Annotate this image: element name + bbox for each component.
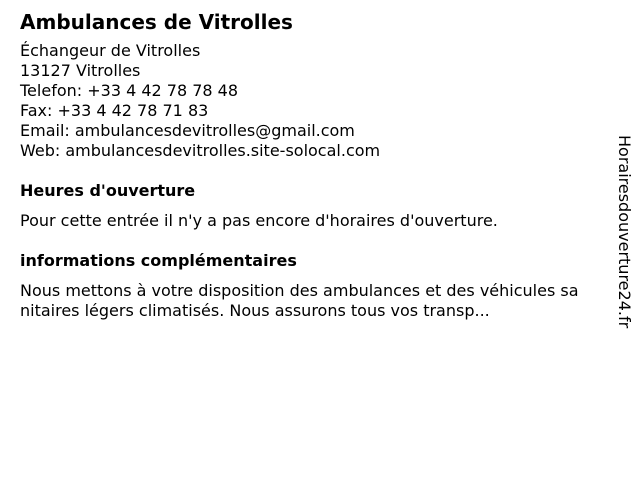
- business-card: [20, 10, 590, 321]
- website-address: Web: ambulancesdevitrolles.site-solocal.com: [20, 141, 381, 160]
- address-city: 13127 Vitrolles: [20, 61, 141, 80]
- business-name: Ambulances de Vitrolles: [20, 10, 293, 34]
- fax-number: Fax: +33 4 42 78 71 83: [20, 101, 209, 120]
- email-address: Email: ambulancesdevitrolles@gmail.com: [20, 121, 355, 140]
- opening-hours-text: Pour cette entrée il n'y a pas encore d'horaires d'ouverture.: [20, 211, 498, 230]
- address-street: Échangeur de Vitrolles: [20, 41, 201, 60]
- phone-number: Telefon: +33 4 42 78 78 48: [20, 81, 239, 100]
- additional-info-heading: informations complémentaires: [20, 251, 297, 270]
- additional-info-text: Nous mettons à votre disposition des ambulances et des véhicules sanitaires légers climatisés. Nous assurons tous vos transp...: [20, 281, 579, 320]
- site-brand-vertical: Horairesdouverture24.fr: [615, 135, 634, 329]
- opening-hours-heading: Heures d'ouverture: [20, 181, 196, 200]
